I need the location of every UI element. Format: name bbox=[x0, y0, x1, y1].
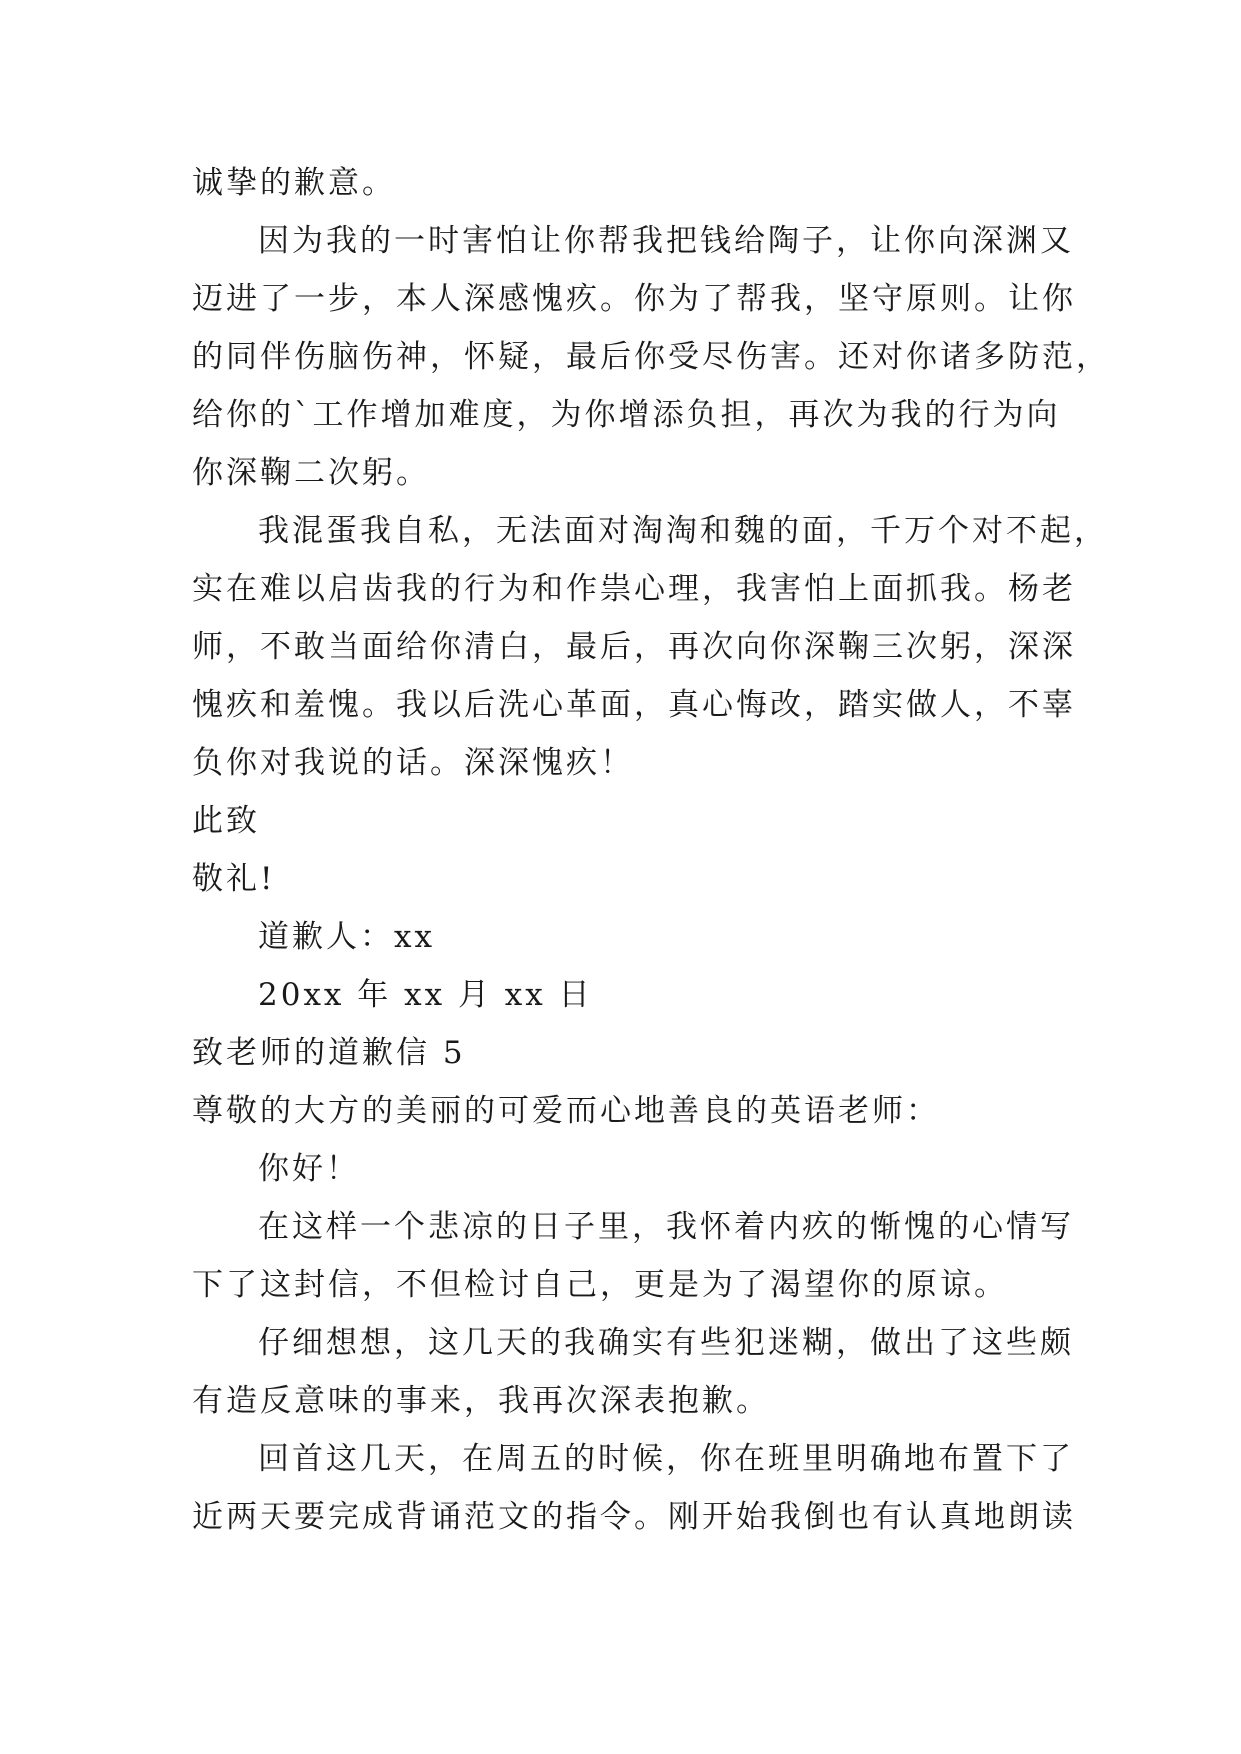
closing-salutation: 此致 bbox=[192, 803, 260, 839]
text-line: 迈进了一步，本人深感愧疚。你为了帮我，坚守原则。让你 bbox=[192, 281, 1076, 317]
date-line: 20xx 年 xx 月 xx 日 bbox=[258, 977, 593, 1013]
text-line: 回首这几天，在周五的时候，你在班里明确地布置下了 bbox=[258, 1441, 1074, 1477]
text-line: 的同伴伤脑伤神，怀疑，最后你受尽伤害。还对你诸多防范， bbox=[192, 339, 1110, 375]
text-line: 师，不敢当面给你清白，最后，再次向你深鞠三次躬，深深 bbox=[192, 629, 1076, 665]
text-line: 负你对我说的话。深深愧疚！ bbox=[192, 745, 634, 781]
text-line: 因为我的一时害怕让你帮我把钱给陶子，让你向深渊又 bbox=[258, 223, 1074, 259]
letter-greeting: 你好！ bbox=[258, 1151, 360, 1187]
text-line: 给你的`工作增加难度，为你增添负担，再次为我的行为向 bbox=[192, 397, 1061, 433]
letter-addressee: 尊敬的大方的美丽的可爱而心地善良的英语老师： bbox=[192, 1093, 940, 1129]
text-line: 实在难以启齿我的行为和作祟心理，我害怕上面抓我。杨老 bbox=[192, 571, 1076, 607]
text-line: 诚挚的歉意。 bbox=[192, 165, 396, 201]
text-line: 近两天要完成背诵范文的指令。刚开始我倒也有认真地朗读 bbox=[192, 1499, 1076, 1535]
text-line: 我混蛋我自私，无法面对淘淘和魏的面，千万个对不起， bbox=[258, 513, 1108, 549]
text-line: 下了这封信，不但检讨自己，更是为了渴望你的原谅。 bbox=[192, 1267, 1008, 1303]
text-line: 有造反意味的事来，我再次深表抱歉。 bbox=[192, 1383, 770, 1419]
text-line: 你深鞠二次躬。 bbox=[192, 455, 430, 491]
document-body bbox=[192, 154, 1110, 1546]
section-heading: 致老师的道歉信 5 bbox=[192, 1035, 466, 1071]
text-line: 愧疚和羞愧。我以后洗心革面，真心悔改，踏实做人，不辜 bbox=[192, 687, 1076, 723]
text-line: 在这样一个悲凉的日子里，我怀着内疚的惭愧的心情写 bbox=[258, 1209, 1074, 1245]
signature-line: 道歉人：xx bbox=[258, 919, 435, 955]
text-line: 仔细想想，这几天的我确实有些犯迷糊，做出了这些颇 bbox=[258, 1325, 1074, 1361]
closing-regards: 敬礼! bbox=[192, 861, 276, 897]
